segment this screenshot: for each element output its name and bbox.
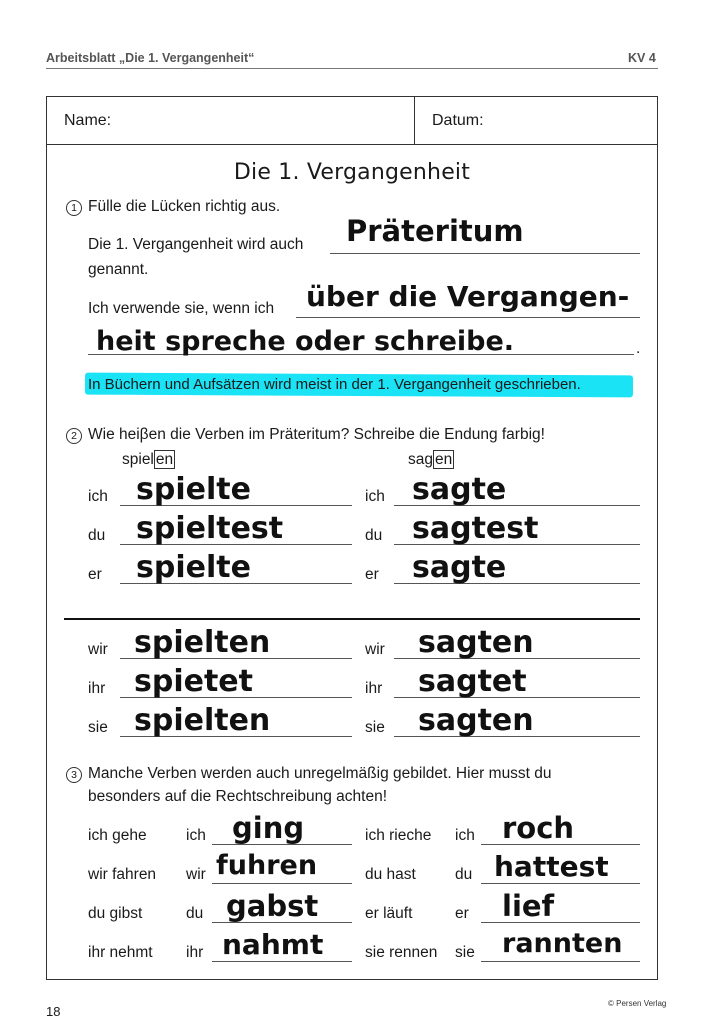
irregular-pronoun-left: wir — [186, 866, 206, 883]
task1-line1-suffix: genannt. — [88, 261, 149, 278]
task1-line2-end: . — [636, 340, 641, 357]
conj-left-answer: spielten — [134, 703, 271, 738]
irregular-given-left: du gibst — [88, 905, 143, 922]
task1-instruction: Fülle die Lücken richtig aus. — [88, 198, 281, 215]
conj-left-answer: spielte — [136, 472, 251, 507]
verb2-ending: en — [435, 451, 453, 468]
conj-right-answer: sagte — [412, 472, 507, 507]
irregular-given-left: wir fahren — [88, 866, 157, 883]
verb2-stem: sag — [408, 451, 433, 468]
sheet-title: Die 1. Vergangenheit — [233, 160, 471, 185]
task1-line2-text: Ich verwende sie, wenn ich — [88, 300, 275, 317]
irregular-given-right: du hast — [365, 866, 416, 883]
conj-right-pronoun: ihr — [365, 680, 383, 697]
verb1-stem: spiel — [122, 451, 154, 468]
task3-number: 3 — [66, 767, 82, 783]
task1-line1-text: Die 1. Vergangenheit wird auch — [88, 236, 304, 253]
irregular-given-right: sie rennen — [365, 944, 438, 961]
copyright-note: © Persen Verlag — [608, 999, 667, 1008]
irregular-answer-right: rannten — [502, 928, 623, 959]
conj-right-pronoun: ich — [365, 488, 385, 505]
task2-instruction: Wie heiβen die Verben im Präteritum? Schreibe die Endung farbig! — [88, 426, 545, 443]
verb1-infinitive — [122, 451, 175, 469]
verb2-infinitive — [408, 451, 454, 469]
task1-line2-underline — [296, 317, 640, 318]
irregular-answer-left: ging — [232, 811, 305, 845]
irregular-answer-left: fuhren — [216, 850, 318, 881]
name-label: Name: — [64, 112, 112, 129]
conj-left-answer: spielten — [134, 625, 271, 660]
irregular-underline-left — [212, 883, 352, 884]
task1-line1-answer: Präteritum — [346, 214, 524, 248]
conj-left-pronoun: wir — [88, 641, 108, 658]
irregular-pronoun-right: er — [455, 905, 469, 922]
irregular-answer-left: nahmt — [222, 928, 324, 961]
irregular-underline-right — [481, 961, 640, 962]
conj-right-answer: sagtest — [412, 511, 539, 546]
irregular-underline-left — [212, 961, 352, 962]
irregular-answer-right: hattest — [494, 850, 609, 883]
irregular-answer-right: roch — [502, 811, 575, 845]
task1-line2-answer-a: über die Vergangen- — [306, 280, 630, 313]
conj-right-answer: sagtet — [418, 664, 527, 699]
conj-right-pronoun: du — [365, 527, 383, 544]
irregular-answer-left: gabst — [226, 889, 319, 923]
task1-line2-answer-b: heit spreche oder schreibe. — [96, 326, 515, 357]
page-number: 18 — [46, 1004, 61, 1019]
conj-right-answer: sagten — [418, 625, 534, 660]
conj-left-pronoun: er — [88, 566, 102, 583]
task2-number: 2 — [66, 428, 82, 444]
task3-instruction-a: Manche Verben werden auch unregelmäßig gebildet. Hier musst du — [88, 765, 552, 782]
irregular-given-right: er läuft — [365, 905, 413, 922]
singular-plural-divider — [64, 618, 640, 620]
conj-right-answer: sagte — [412, 550, 507, 585]
task3-instruction-b: besonders auf die Rechtschreibung achten! — [88, 788, 388, 805]
irregular-pronoun-left: du — [186, 905, 204, 922]
irregular-pronoun-left: ihr — [186, 944, 204, 961]
irregular-underline-right — [481, 883, 640, 884]
name-date-separator — [414, 96, 415, 144]
conj-left-answer: spielte — [136, 550, 251, 585]
irregular-answer-right: lief — [502, 889, 555, 923]
conj-right-pronoun: er — [365, 566, 379, 583]
task1-line1-underline — [330, 253, 640, 254]
conj-right-pronoun: wir — [365, 641, 385, 658]
task1-number: 1 — [66, 200, 82, 216]
conj-left-answer: spietet — [134, 664, 253, 699]
worksheet-header-title: Arbeitsblatt „Die 1. Vergangenheit“ — [46, 51, 255, 65]
name-row-divider — [46, 144, 658, 145]
header-rule — [46, 68, 658, 69]
irregular-pronoun-right: du — [455, 866, 473, 883]
conj-right-answer: sagten — [418, 703, 534, 738]
irregular-pronoun-left: ich — [186, 827, 206, 844]
task1-highlighted-sentence: In Büchern und Aufsätzen wird meist in der 1. Vergangenheit geschrieben. — [88, 376, 581, 393]
conj-left-pronoun: ihr — [88, 680, 106, 697]
worksheet-code: KV 4 — [628, 51, 656, 65]
irregular-pronoun-right: sie — [455, 944, 475, 961]
date-label: Datum: — [432, 112, 484, 129]
irregular-given-left: ich gehe — [88, 827, 147, 844]
irregular-given-right: ich rieche — [365, 827, 432, 844]
conj-left-pronoun: ich — [88, 488, 108, 505]
irregular-given-left: ihr nehmt — [88, 944, 153, 961]
conj-left-pronoun: du — [88, 527, 106, 544]
conj-left-pronoun: sie — [88, 719, 108, 736]
verb1-ending: en — [155, 451, 174, 468]
irregular-pronoun-right: ich — [455, 827, 475, 844]
conj-right-pronoun: sie — [365, 719, 385, 736]
conj-left-answer: spieltest — [136, 511, 284, 546]
